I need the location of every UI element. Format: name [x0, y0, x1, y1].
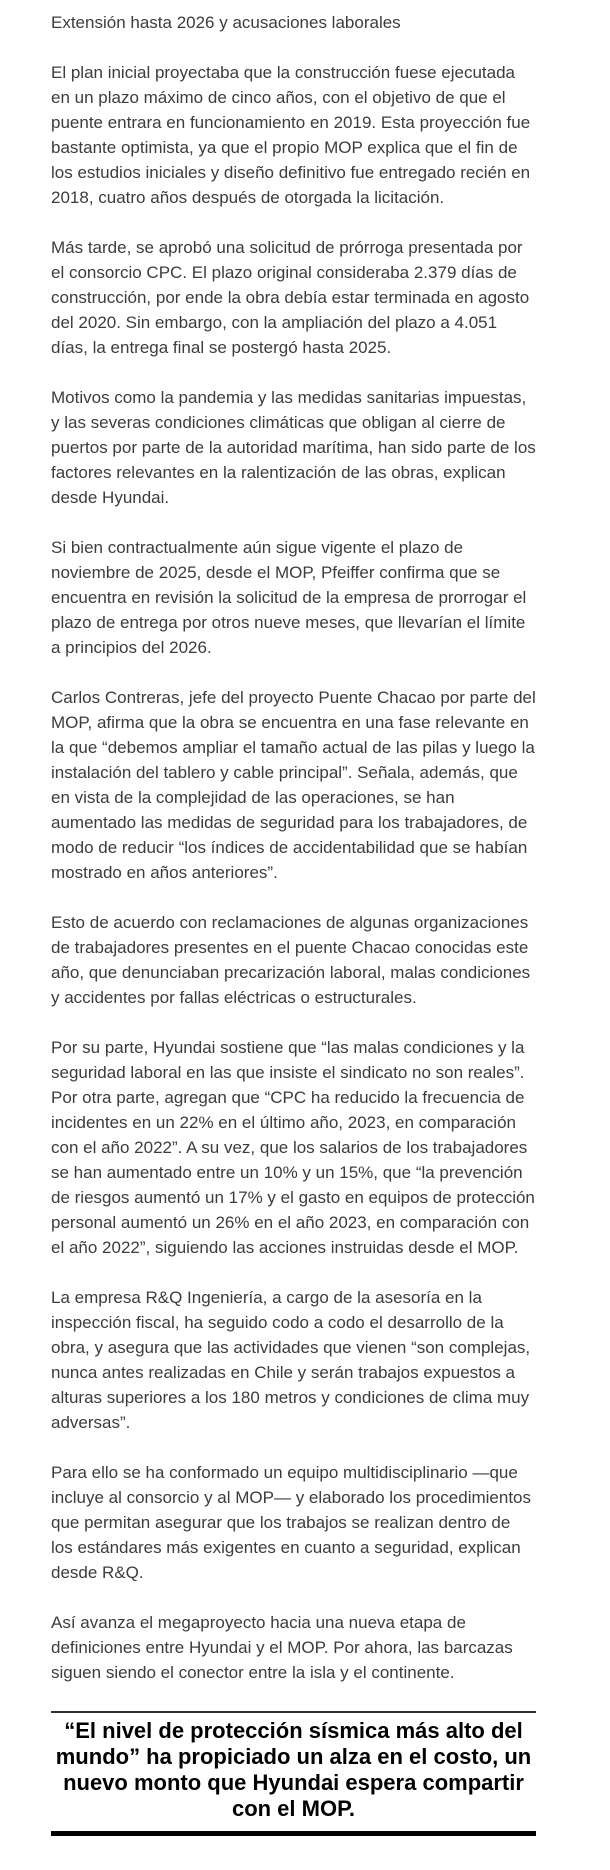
paragraph-10: Así avanza el megaproyecto hacia una nueva etapa de definiciones entre Hyundai y el MOP. Por ahora, las barcazas siguen siendo el conector entre la isla y el continente. — [51, 1613, 513, 1682]
paragraph-5: Carlos Contreras, jefe del proyecto Puente Chacao por parte del MOP, afirma que la obra se encuentra en una fase relevante en la que “debemos ampliar el tamaño actual de las pilas y luego la instalación del tablero y cable principal”. Señala, además, que en vista de la complejidad de las operaciones, se han aumentado las medidas de seguridad para los trabajadores, de modo de reducir “los índices de accidentabilidad que se habían mostrado en años anteriores”. — [51, 688, 536, 882]
paragraph-7: Por su parte, Hyundai sostiene que “las malas condiciones y la seguridad laboral en las que insiste el sindicato no son reales”. Por otra parte, agregan que “CPC ha reducido la frecuencia de incidentes en un 22% en el último año, 2023, en comparación con el año 2022”. A su vez, que los salarios de los trabajadores se han aumentado entre un 10% y un 15%, que “la prevención de riesgos aumentó un 17% y el gasto en equipos de protección personal aumentó un 26% en el año 2023, en comparación con el año 2022”, siguiendo las acciones instruidas desde el MOP. — [51, 1038, 535, 1257]
paragraph-2: Más tarde, se aprobó una solicitud de prórroga presentada por el consorcio CPC. El plazo original consideraba 2.379 días de construcción, por ende la obra debía estar terminada en agosto del 2020. Sin embargo, con la ampliación del plazo a 4.051 días, la entrega final se postergó hasta 2025. — [51, 238, 530, 357]
section-heading: Extensión hasta 2026 y acusaciones laborales — [51, 13, 401, 32]
paragraph-9: Para ello se ha conformado un equipo multidisciplinario —que incluye al consorcio y al MOP— y elaborado los procedimientos que permitan asegurar que los trabajos se realizan dentro de los estándares más exigentes en cuanto a seguridad, explican desde R&Q. — [51, 1463, 532, 1582]
paragraph-3: Motivos como la pandemia y las medidas sanitarias impuestas, y las severas condiciones climáticas que obligan al cierre de puertos por parte de la autoridad marítima, han sido parte de los factores relevantes en la ralentización de las obras, explican desde Hyundai. — [51, 388, 536, 507]
pull-quote-text: “El nivel de protección sísmica más alto del mundo” ha propiciado un alza en el costo, un nuevo monto que Hyundai espera compartir con el MOP. — [55, 1718, 532, 1821]
paragraph-6: Esto de acuerdo con reclamaciones de algunas organizaciones de trabajadores presentes en el puente Chacao conocidas este año, que denunciaban precarización laboral, malas condiciones y accidentes por fallas eléctricas o estructurales. — [51, 913, 531, 1007]
paragraph-4: Si bien contractualmente aún sigue vigente el plazo de noviembre de 2025, desde el MOP, Pfeiffer confirma que se encuentra en revisión la solicitud de la empresa de prorrogar el plazo de entrega por otros nueve meses, que llevarían el límite a principios del 2026. — [51, 538, 527, 657]
pull-quote-block — [51, 1711, 536, 1836]
paragraph-1: El plan inicial proyectaba que la construcción fuese ejecutada en un plazo máximo de cinco años, con el objetivo de que el puente entrara en funcionamiento en 2019. Esta proyección fue bastante optimista, ya que el propio MOP explica que el fin de los estudios iniciales y diseño definitivo fue entregado recién en 2018, cuatro años después de otorgada la licitación. — [51, 63, 531, 207]
paragraph-8: La empresa R&Q Ingeniería, a cargo de la asesoría en la inspección fiscal, ha seguido codo a codo el desarrollo de la obra, y asegura que las actividades que vienen “son complejas, nunca antes realizadas en Chile y serán trabajos expuestos a alturas superiores a los 180 metros y condiciones de clima muy adversas”. — [51, 1288, 531, 1432]
article-body — [51, 10, 536, 1836]
